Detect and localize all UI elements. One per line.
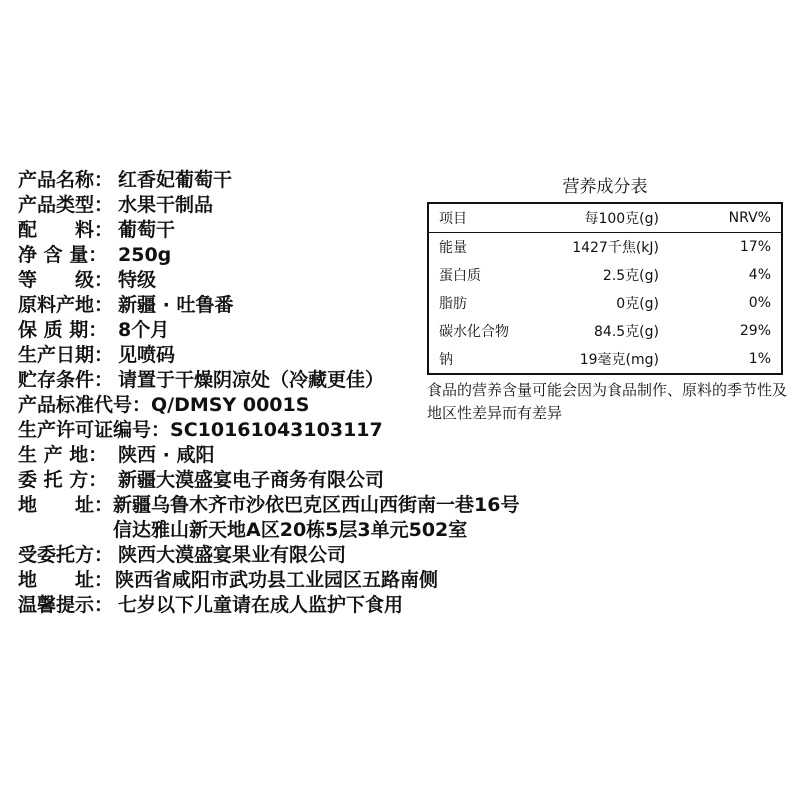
nutrient-nrv: 1% — [748, 351, 771, 367]
info-row-production-date — [18, 343, 438, 368]
nutrient-name: 能量 — [439, 240, 467, 256]
info-value: 请置于干燥阴凉处（冷藏更佳） — [118, 369, 385, 391]
header-per100g: 每100克(g) — [584, 211, 659, 227]
nutrition-row-fat — [429, 289, 781, 317]
nutrition-facts — [427, 174, 788, 425]
info-key: 等 级： — [18, 269, 114, 291]
info-value: Q/DMSY 0001S — [151, 394, 310, 416]
nutrient-amount: 0克(g) — [616, 296, 659, 312]
info-key: 配 料： — [18, 219, 114, 241]
address-line-2: 信达雅山新天地A区20栋5层3单元502室 — [113, 519, 468, 541]
info-key: 生产日期： — [18, 344, 114, 366]
info-value: 新疆 · 吐鲁番 — [118, 294, 234, 316]
info-value: 葡萄干 — [118, 219, 176, 241]
info-key: 委 托 方： — [18, 469, 108, 491]
nutrient-name: 钠 — [439, 352, 453, 368]
info-key: 生产许可证编号： — [18, 419, 171, 441]
info-row-standard — [18, 393, 438, 418]
info-row-client — [18, 468, 438, 493]
info-row-grade — [18, 268, 438, 293]
info-row-net-weight — [18, 243, 438, 268]
info-value: 新疆大漠盛宴电子商务有限公司 — [118, 469, 385, 491]
info-value: 陕西 · 咸阳 — [118, 444, 215, 466]
info-key: 保 质 期： — [18, 319, 108, 341]
info-row-name — [18, 168, 438, 193]
nutrition-title: 营养成分表 — [562, 177, 648, 197]
info-value: 见喷码 — [118, 344, 176, 366]
info-row-client-address — [18, 493, 520, 543]
nutrition-row-energy — [429, 233, 781, 261]
nutrition-header-row — [429, 204, 781, 233]
info-value: 8个月 — [118, 319, 170, 341]
info-value: 水果干制品 — [118, 194, 214, 216]
nutrient-name: 蛋白质 — [439, 268, 481, 284]
info-row-manufacturer-address — [18, 568, 438, 593]
nutrient-amount: 2.5克(g) — [602, 268, 659, 284]
info-value: 红香妃葡萄干 — [118, 169, 233, 191]
info-row-warning — [18, 593, 438, 618]
info-value: 特级 — [118, 269, 157, 291]
info-key: 产品类型： — [18, 194, 114, 216]
info-key: 产品名称： — [18, 169, 114, 191]
info-row-manufacturer — [18, 543, 438, 568]
info-key: 地 址： — [18, 569, 114, 591]
info-value — [113, 493, 519, 543]
info-row-storage — [18, 368, 438, 393]
info-value: SC10161043103117 — [170, 419, 383, 441]
nutrient-name: 脂肪 — [439, 296, 467, 312]
nutrient-nrv: 0% — [748, 295, 771, 311]
nutrient-nrv: 17% — [739, 239, 771, 255]
info-key: 温馨提示： — [18, 594, 114, 616]
info-key: 生 产 地： — [18, 444, 108, 466]
header-nrv: NRV% — [728, 210, 771, 226]
info-key: 净 含 量： — [18, 244, 108, 266]
nutrition-row-carbohydrate — [429, 317, 781, 345]
nutrient-amount: 84.5克(g) — [594, 324, 659, 340]
nutrition-row-sodium — [429, 345, 781, 373]
info-value: 陕西大漠盛宴果业有限公司 — [118, 544, 347, 566]
info-row-shelf-life — [18, 318, 438, 343]
nutrition-table — [427, 202, 783, 375]
info-row-license — [18, 418, 438, 443]
info-row-origin — [18, 293, 438, 318]
info-key: 原料产地： — [18, 294, 114, 316]
nutrition-row-protein — [429, 261, 781, 289]
nutrient-nrv: 4% — [748, 267, 771, 283]
info-row-ingredients — [18, 218, 438, 243]
nutrient-amount: 19毫克(mg) — [579, 352, 659, 368]
nutrient-amount: 1427千焦(kJ) — [572, 240, 659, 256]
info-value: 七岁以下儿童请在成人监护下食用 — [118, 594, 404, 616]
info-key: 贮存条件： — [18, 369, 114, 391]
nutrient-nrv: 29% — [739, 323, 771, 339]
info-value: 250g — [118, 244, 172, 266]
info-row-type — [18, 193, 438, 218]
header-item: 项目 — [439, 211, 467, 227]
nutrient-name: 碳水化合物 — [439, 324, 509, 340]
info-key: 受委托方： — [18, 544, 114, 566]
info-row-producer-location — [18, 443, 438, 468]
info-key: 产品标准代号： — [18, 394, 152, 416]
address-line-1: 新疆乌鲁木齐市沙依巴克区西山西街南一巷16号 — [113, 494, 520, 516]
nutrition-note: 食品的营养含量可能会因为食品制作、原料的季节性及地区性差异而有差异 — [427, 381, 788, 422]
info-value: 陕西省咸阳市武功县工业园区五路南侧 — [114, 569, 438, 591]
info-key: 地 址： — [18, 494, 114, 516]
